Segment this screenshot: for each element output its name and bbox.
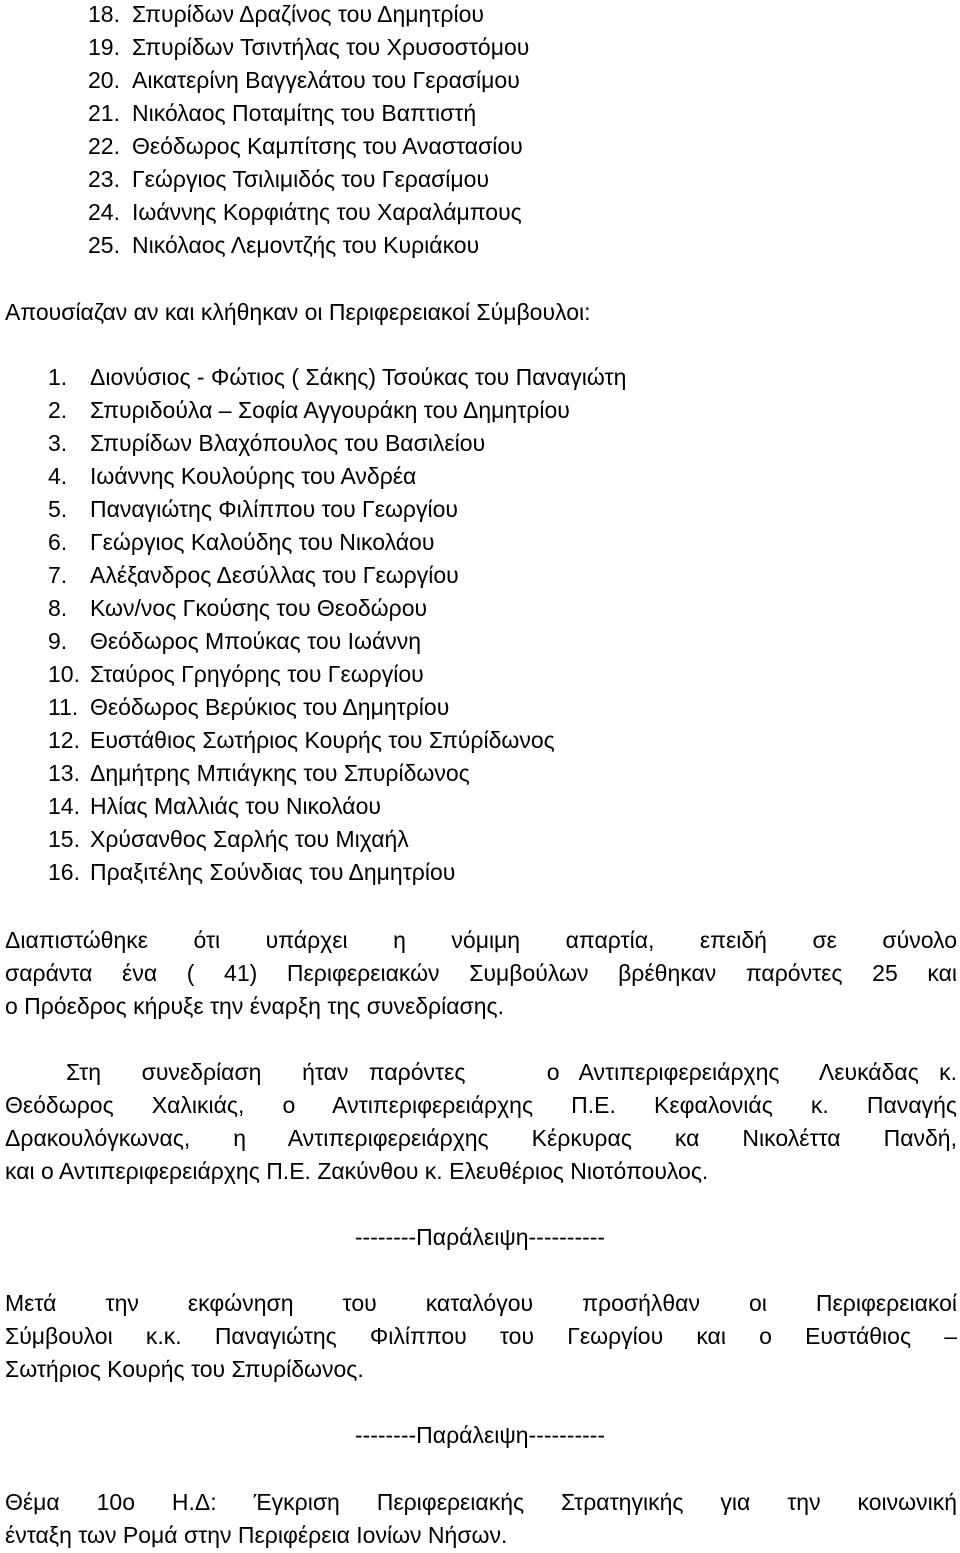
item-number: 3. (48, 430, 68, 456)
catalog-paragraph (5, 1287, 957, 1386)
item-number: 23. (88, 166, 120, 192)
item-number: 2. (48, 397, 68, 423)
item-number: 9. (48, 628, 68, 654)
paragraph-line: Μετά την εκφώνηση του καταλόγου προσήλθαν οι Περιφερειακοί (5, 1290, 957, 1316)
list-item (48, 526, 626, 559)
paragraph-line: Θεόδωρος Χαλικιάς, ο Αντιπεριφερειάρχης Π.Ε. Κεφαλονιάς κ. Παναγής (5, 1092, 957, 1118)
paragraph-line: Δρακουλόγκωνας, η Αντιπεριφερειάρχης Κέρκυρας κα Νικολέττα Πανδή, (5, 1125, 957, 1151)
list-item (48, 658, 626, 691)
topic-paragraph (5, 1486, 957, 1552)
list-item (48, 559, 626, 592)
member-name: Θεόδωρος Μπούκας του Ιωάννη (90, 628, 422, 654)
item-number: 22. (88, 133, 120, 159)
list-item (48, 592, 626, 625)
member-name: Πραξιτέλης Σούνδιας του Δημητρίου (90, 859, 456, 885)
item-number: 14. (48, 793, 80, 819)
member-name: Σπυριδούλα – Σοφία Αγγουράκη του Δημητρίου (90, 397, 570, 423)
list-item (88, 64, 529, 97)
member-name: Νικόλαος Λεμοντζής του Κυριάκου (132, 232, 480, 258)
absent-heading: Απουσίαζαν αν και κλήθηκαν οι Περιφερειακοί Σύμβουλοι: (5, 299, 591, 325)
list-item (88, 130, 529, 163)
paragraph-line: ο Πρόεδρος κήρυξε την έναρξη της συνεδρίασης. (5, 993, 504, 1019)
member-name: Κων/νος Γκούσης του Θεοδώρου (90, 595, 428, 621)
item-number: 16. (48, 859, 80, 885)
item-number: 12. (48, 727, 80, 753)
omission-separator: --------Παράλειψη---------- (354, 1422, 606, 1448)
list-item (88, 31, 529, 64)
item-number: 5. (48, 496, 68, 522)
list-item (48, 856, 626, 889)
item-number: 19. (88, 34, 120, 60)
paragraph-line: ένταξη των Ρομά στην Περιφέρεια Ιονίων Νήσων. (5, 1522, 508, 1548)
paragraph-line: σαράντα ένα ( 41) Περιφερειακών Συμβούλων βρέθηκαν παρόντες 25 και (5, 960, 957, 986)
member-name: Γεώργιος Τσιλιμιδός του Γερασίμου (132, 166, 490, 192)
item-number: 11. (48, 694, 79, 720)
member-name: Σπυρίδων Τσιντήλας του Χρυσοστόμου (132, 34, 530, 60)
list-item (48, 361, 626, 394)
item-number: 21. (88, 100, 120, 126)
list-item (88, 196, 529, 229)
paragraph-line: Σύμβουλοι κ.κ. Παναγιώτης Φιλίππου του Γεωργίου και ο Ευστάθιος – (5, 1323, 957, 1349)
item-number: 20. (88, 67, 120, 93)
present-members-list-continued (88, 0, 529, 262)
quorum-paragraph (5, 924, 957, 1023)
attendance-paragraph (5, 1056, 957, 1188)
member-name: Αικατερίνη Βαγγελάτου του Γερασίμου (132, 67, 520, 93)
list-item (88, 163, 529, 196)
member-name: Γεώργιος Καλούδης του Νικολάου (90, 529, 435, 555)
member-name: Δημήτρης Μπιάγκης του Σπυρίδωνος (90, 760, 470, 786)
item-number: 13. (48, 760, 80, 786)
item-number: 7. (48, 562, 68, 588)
paragraph-line: Διαπιστώθηκε ότι υπάρχει η νόμιμη απαρτία, επειδή σε σύνολο (5, 927, 957, 953)
list-item (88, 97, 529, 130)
item-number: 10. (48, 661, 80, 687)
member-name: Σταύρος Γρηγόρης του Γεωργίου (90, 661, 424, 687)
item-number: 1. (48, 364, 68, 390)
member-name: Ιωάννης Κορφιάτης του Χαραλάμπους (132, 199, 522, 225)
item-number: 8. (48, 595, 68, 621)
list-item (48, 691, 626, 724)
member-name: Αλέξανδρος Δεσύλλας του Γεωργίου (90, 562, 459, 588)
paragraph-line: Θέμα 10ο Η.Δ: Έγκριση Περιφερειακής Στρατηγικής για την κοινωνική (5, 1489, 957, 1515)
item-number: 15. (48, 826, 80, 852)
item-number: 4. (48, 463, 68, 489)
absent-members-list (48, 361, 626, 889)
list-item (48, 493, 626, 526)
member-name: Θεόδωρος Καμπίτσης του Αναστασίου (132, 133, 523, 159)
member-name: Χρύσανθος Σαρλής του Μιχαήλ (90, 826, 409, 852)
list-item (88, 0, 529, 31)
paragraph-line: Σωτήριος Κουρής του Σπυρίδωνος. (5, 1356, 364, 1382)
paragraph-line: Στη συνεδρίαση ήταν παρόντες ο Αντιπεριφερειάρχης Λευκάδας κ. (5, 1059, 957, 1085)
item-number: 24. (88, 199, 120, 225)
member-name: Ιωάννης Κουλούρης του Ανδρέα (90, 463, 417, 489)
member-name: Σπυρίδων Βλαχόπουλος του Βασιλείου (90, 430, 486, 456)
item-number: 18. (88, 1, 120, 27)
list-item (48, 757, 626, 790)
item-number: 25. (88, 232, 120, 258)
member-name: Σπυρίδων Δραζίνος του Δημητρίου (132, 1, 484, 27)
list-item (48, 427, 626, 460)
list-item (48, 724, 626, 757)
member-name: Ηλίας Μαλλιάς του Νικολάου (90, 793, 381, 819)
member-name: Νικόλαος Ποταμίτης του Βαπτιστή (132, 100, 477, 126)
list-item (48, 460, 626, 493)
member-name: Παναγιώτης Φιλίππου του Γεωργίου (90, 496, 458, 522)
list-item (48, 790, 626, 823)
paragraph-line: και ο Αντιπεριφερειάρχης Π.Ε. Ζακύνθου κ. Ελευθέριος Νιοτόπουλος. (5, 1158, 709, 1184)
list-item (48, 823, 626, 856)
item-number: 6. (48, 529, 68, 555)
list-item (48, 625, 626, 658)
list-item (48, 394, 626, 427)
member-name: Ευστάθιος Σωτήριος Κουρής του Σπύρίδωνος (90, 727, 555, 753)
member-name: Θεόδωρος Βερύκιος του Δημητρίου (90, 694, 450, 720)
member-name: Διονύσιος - Φώτιος ( Σάκης) Τσούκας του Παναγιώτη (90, 364, 627, 390)
list-item (88, 229, 529, 262)
omission-separator: --------Παράλειψη---------- (354, 1224, 606, 1250)
